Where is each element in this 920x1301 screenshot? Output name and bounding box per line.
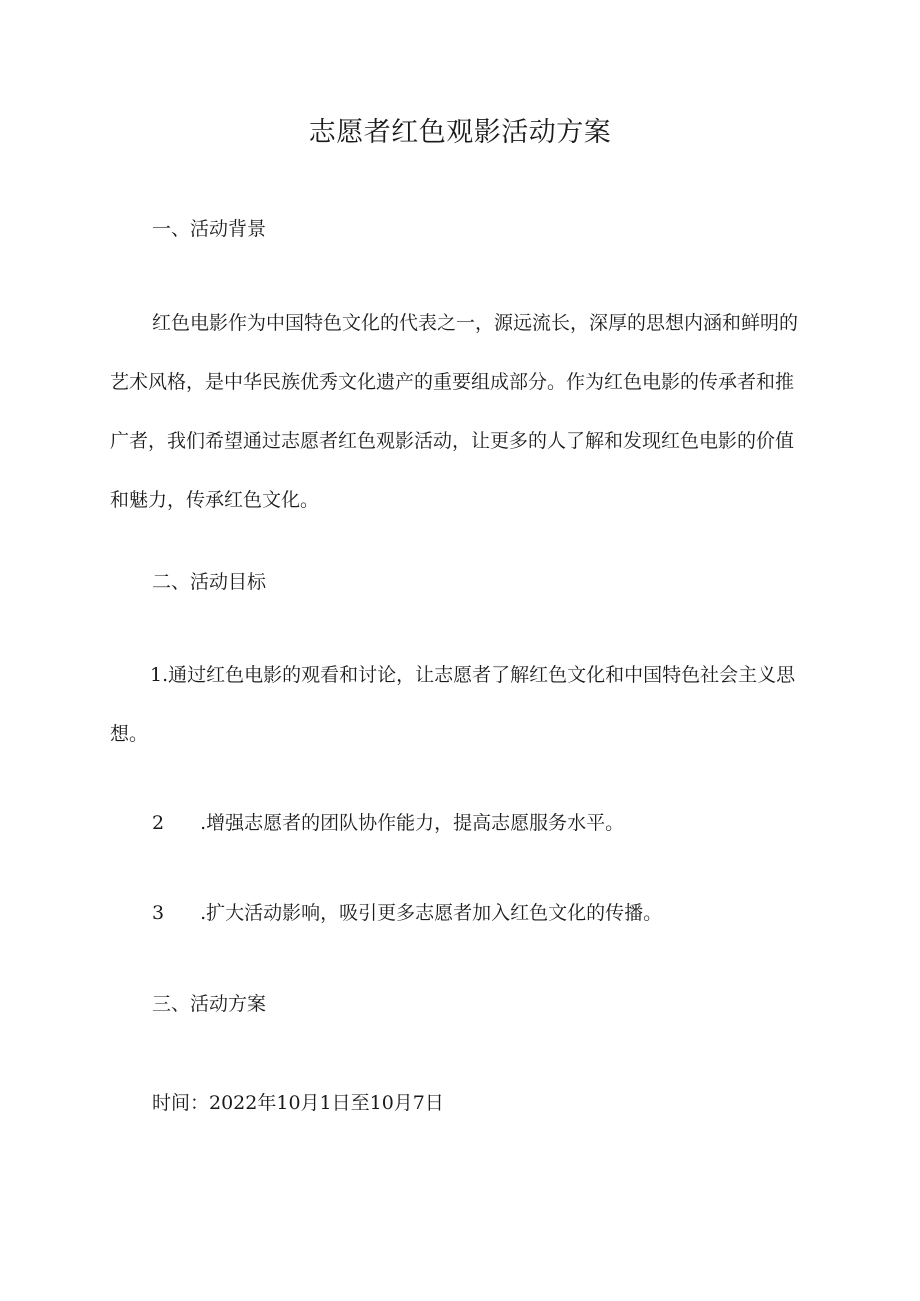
goal-item-2 [152,808,852,838]
activity-time: 时间：2022年10月1日至10月7日 [152,1092,444,1114]
goal-item-2-text: .增强志愿者的团队协作能力，提高志愿服务水平。 [200,812,625,834]
goal-item-1-text: .通过红色电影的观看和讨论，让志愿者了解红色文化和中国特色社会主义思想。 [110,664,796,745]
goal-item-3 [152,898,852,928]
document-title: 志愿者红色观影活动方案 [308,117,612,148]
section1-heading: 一、活动背景 [152,218,267,240]
goal-item-3-number: 3 [152,902,165,924]
section2-heading: 二、活动目标 [152,571,267,593]
goal-item-2-number: 2 [152,812,165,834]
goal-item-1 [110,646,810,764]
section1-paragraph: 红色电影作为中国特色文化的代表之一，源远流长，深厚的思想内涵和鲜明的艺术风格，是中华民族优秀文化遗产的重要组成部分。作为红色电影的传承者和推广者，我们希望通过志愿者红色观影活动，让更多的人了解和发现红色电影的价值和魅力，传承红色文化。 [110,312,799,511]
section3-heading: 三、活动方案 [152,993,267,1015]
goal-item-3-text: .扩大活动影响，吸引更多志愿者加入红色文化的传播。 [200,902,663,924]
goal-item-1-number: 1 [150,664,163,686]
